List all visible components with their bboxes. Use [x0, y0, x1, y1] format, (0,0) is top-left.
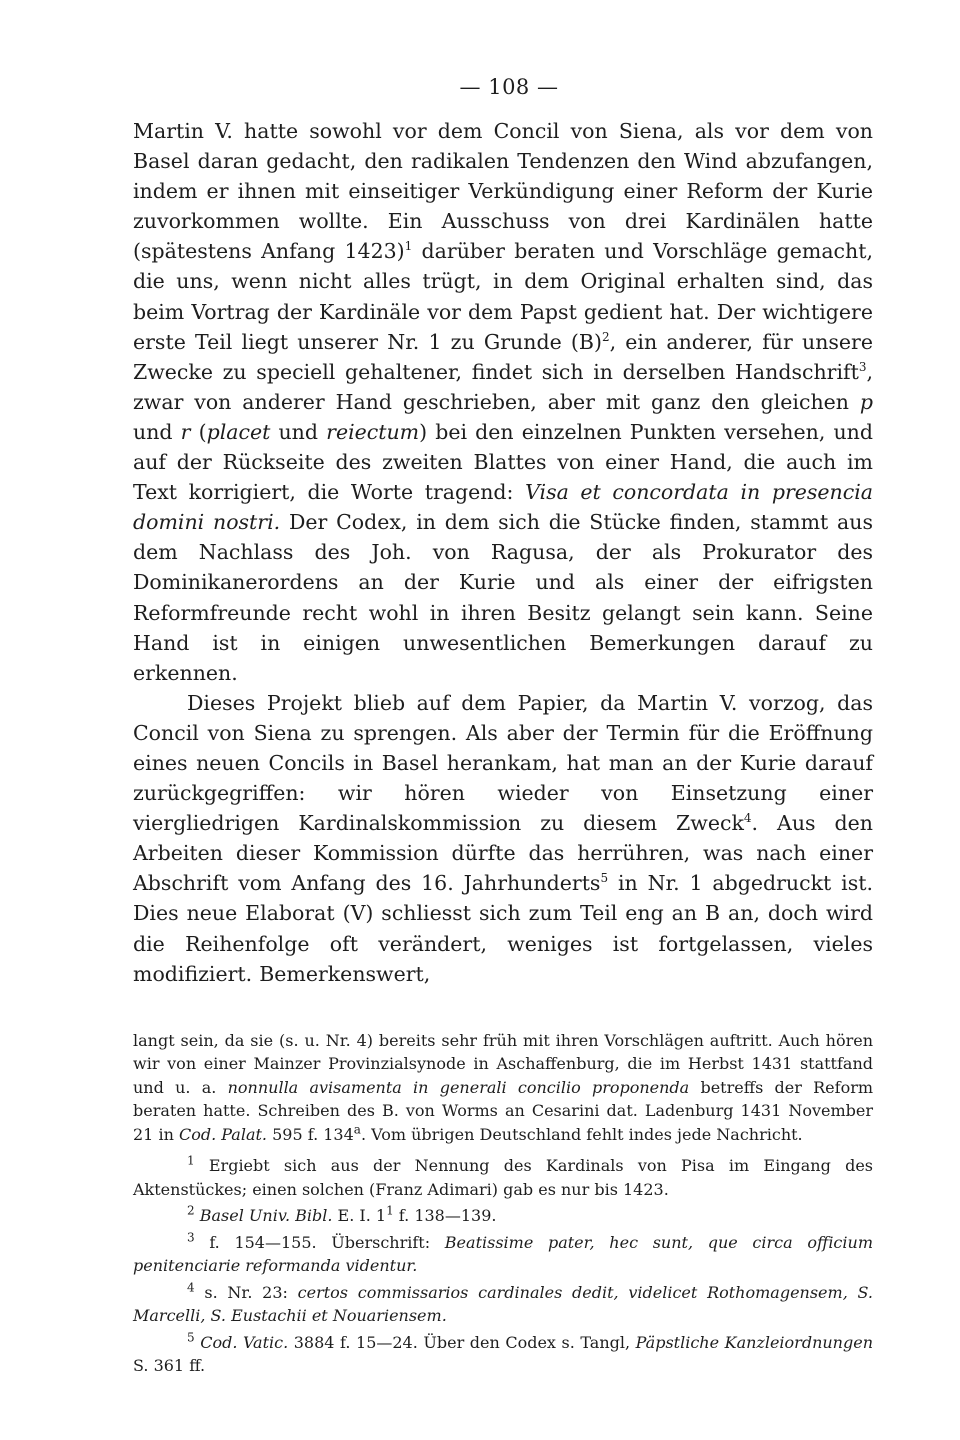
italic-text: Cod. Palat. [178, 1124, 267, 1144]
footnote-marker: 4 [743, 811, 752, 826]
footnote-marker: 3 [187, 1230, 195, 1245]
italic-text: placet [206, 419, 271, 444]
main-text [133, 116, 873, 989]
footnote-marker: 1 [404, 239, 413, 254]
paragraph-1: Martin V. hatte sowohl vor dem Concil von Siena, als vor dem von Basel daran gedacht, den radikalen Tendenzen den Wind abzufangen, indem er ihnen mit einseitiger Verkündigung einer Reform der Kurie zuvorkommen wollte. Ein Ausschuss von drei Kardinälen hatte (spätestens Anfang 1423)$^1$ darüber beraten und Vorschläge gemacht, die uns, wenn nicht alles trügt, in dem Original erhalten sind, das beim Vortrag der Kardinäle vor dem Papst gedient hat. Der wichtigere erste Teil liegt unserer Nr. 1 zu Grunde $(B)^2$, ein anderer, für unsere Zwecke zu speciell gehaltener, findet sich in derselben Handschrift$^3$, zwar von anderer Hand geschrieben, aber mit ganz den gleichen p und r (placet und reiectum) bei den einzelnen Punkten versehen, und auf der Rückseite des zweiten Blattes von einer Hand, die auch im Text korrigiert, die Worte tragend: Visa et concordata in presencia domini nostri. Der Codex, in dem sich die Stücke finden, stammt aus dem Nachlass des Joh. von Ragusa, der als Prokurator des Dominikanerordens an der Kurie und als einer der eifrigsten Reformfreunde recht wohl in ihren Besitz gelangt sein kann. Seine Hand ist in einigen unwesentlichen Bemerkungen darauf zu erkennen. [133, 119, 873, 685]
italic-text: p [859, 389, 873, 414]
footnote-4: $^4$ s. Nr. 23: certos commissarios cardinales dedit, videlicet Rothomagensem, S. Marcelli, S. Eustachii et Nouariensem. [133, 1280, 873, 1326]
footnote-1: $^1$ Ergiebt sich aus der Nennung des Kardinals von Pisa im Eingang des Aktenstückes; einen solchen (Franz Adimari) gab es nur bis 1423. [133, 1153, 873, 1199]
italic-text: r [180, 419, 191, 444]
italic-text: reiectum [326, 419, 420, 444]
page-number: — 108 — [459, 75, 559, 99]
italic-text: Visa et concordata in presencia domini nostri. [133, 480, 873, 535]
footnote-marker: 4 [187, 1280, 195, 1295]
footnote-5: $^5$ Cod. Vatic. 3884 f. 15—24. Über den Codex s. Tangl, Päpstliche Kanzleiordnungen S. 361 ff. [133, 1330, 873, 1376]
footnote-marker: 5 [600, 871, 609, 886]
italic-text: Beatissime pater, hec sunt, que circa officium penitenciarie reformanda videntur. [133, 1232, 873, 1276]
italic-text: Basel Univ. Bibl. [199, 1206, 333, 1226]
footnote-marker: 1 [187, 1153, 195, 1168]
italic-text: Cod. Vatic. [200, 1332, 289, 1352]
footnote-2: $^2$ Basel Univ. Bibl. E. I. $1^1$ f. 138—139. [187, 1203, 497, 1226]
paragraph-2: Dieses Projekt blieb auf dem Papier, da Martin V. vorzog, das Concil von Siena zu sprengen. Als aber der Termin für die Eröffnung eines neuen Concils in Basel herankam, hat man an der Kurie darauf zurückgegriffen: wir hören wieder von Einsetzung einer viergliedrigen Kardinalskommission zu diesem Zweck$^4$. Aus den Arbeiten dieser Kommission dürfte das herrühren, was nach einer Abschrift vom Anfang des 16. Jahrhunderts$^5$ in Nr. 1 abgedruckt ist. Dies neue Elaborat (V) schliesst sich zum Teil eng an B an, doch wird die Reihenfolge oft verändert, weniges ist fortgelassen, vieles modifiziert. Bemerkenswert, [133, 690, 873, 986]
footnote-marker: 3 [858, 359, 867, 374]
footnote-marker: 2 [187, 1203, 195, 1218]
italic-text: Päpstliche Kanzleiordnungen [635, 1332, 873, 1352]
footnotes [133, 1029, 873, 1378]
footnote-marker: a [353, 1122, 361, 1137]
italic-text: nonnulla avisamenta in generali concilio proponenda [227, 1077, 690, 1097]
footnote-3: $^3$ f. 154—155. Überschrift: Beatissime pater, hec sunt, que circa officium penitenciarie reformanda videntur. [133, 1230, 873, 1276]
footnote-continuation: langt sein, da sie (s. u. Nr. 4) bereits sehr früh mit ihren Vorschlägen auftritt. Auch hören wir von einer Mainzer Provinzialsynode in Aschaffenburg, die im Herbst 1431 stattfand und u. a. nonnulla avisamenta in generali concilio proponenda betreffs der Reform beraten hatte. Schreiben des B. von Worms an Cesarini dat. Ladenburg 1431 November 21 in Cod. Palat. 595 f. 134$^a$. Vom übrigen Deutschland fehlt indes jede Nachricht. [133, 1030, 874, 1144]
footnote-marker: 5 [187, 1330, 195, 1345]
book-page [133, 70, 873, 1381]
footnote-marker: 2 [601, 329, 610, 344]
italic-text: certos commissarios cardinales dedit, videlicet Rothomagensem, S. Marcelli, S. Eustachii et Nouariensem. [133, 1282, 873, 1326]
footnote-marker: 1 [386, 1203, 394, 1218]
